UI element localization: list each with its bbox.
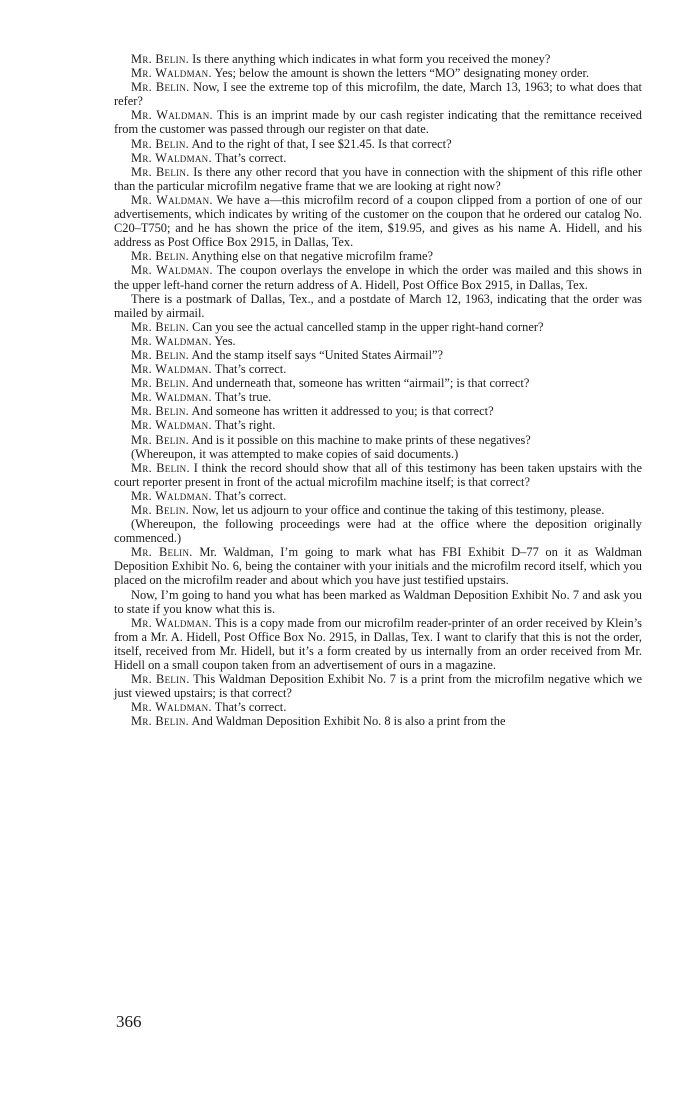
paragraph-text: (Whereupon, the following proceedings were had at the office where the deposition originally commenced.) <box>114 517 642 546</box>
testimony-paragraph <box>114 588 642 616</box>
paragraph-text: Anything else on that negative microfilm frame? <box>189 249 434 264</box>
speaker-name: Mr. Belin. <box>131 80 190 95</box>
speaker-name: Mr. Belin. <box>131 432 190 447</box>
testimony-paragraph <box>114 714 642 728</box>
testimony-paragraph <box>114 334 642 348</box>
paragraph-text: This is a copy made from our microfilm reader-printer of an order received by Klein’s from a Mr. A. Hidell, Post Office Box No. 2915, in Dallas, Tex. I want to clarify that this is not the order, itself, received from Mr. Hidell, but it’s a form created by us internally from an order received from Mr. Hidell on a small coupon taken from an advertisement of ours in a magazine. <box>114 615 642 673</box>
testimony-paragraph <box>114 404 642 418</box>
testimony-paragraph <box>114 292 642 320</box>
speaker-name: Mr. Belin. <box>131 164 190 179</box>
speaker-name: Mr. Belin. <box>131 714 190 729</box>
paragraph-text: And Waldman Deposition Exhibit No. 8 is also a print from the <box>189 714 506 729</box>
speaker-name: Mr. Waldman. <box>131 108 213 123</box>
testimony-paragraph <box>114 263 642 291</box>
paragraph-text: And someone has written it addressed to you; is that correct? <box>189 404 494 419</box>
paragraph-text: Now, I’m going to hand you what has been marked as Waldman Deposition Exhibit No. 7 and ask you to state if you know what this is. <box>114 587 642 616</box>
testimony-paragraph <box>114 108 642 136</box>
testimony-paragraph <box>114 616 642 672</box>
testimony-paragraph <box>114 66 642 80</box>
speaker-name: Mr. Waldman. <box>131 66 212 81</box>
paragraph-text: (Whereupon, it was attempted to make copies of said documents.) <box>131 446 459 461</box>
paragraph-text: That’s correct. <box>211 362 287 377</box>
testimony-paragraph <box>114 517 642 545</box>
testimony-text <box>114 52 642 729</box>
speaker-name: Mr. Waldman. <box>131 700 212 715</box>
speaker-name: Mr. Waldman. <box>131 418 212 433</box>
testimony-paragraph <box>114 489 642 503</box>
speaker-name: Mr. Waldman. <box>131 615 212 630</box>
speaker-name: Mr. Waldman. <box>131 488 212 503</box>
paragraph-text: Now, I see the extreme top of this microfilm, the date, March 13, 1963; to what does that refer? <box>114 80 642 109</box>
testimony-paragraph <box>114 80 642 108</box>
paragraph-text: That’s true. <box>211 390 272 405</box>
paragraph-text: Is there anything which indicates in what form you received the money? <box>189 52 551 66</box>
speaker-name: Mr. Belin. <box>131 376 190 391</box>
speaker-name: Mr. Belin. <box>131 404 190 419</box>
testimony-paragraph <box>114 503 642 517</box>
paragraph-text: That’s correct. <box>211 150 287 165</box>
testimony-paragraph <box>114 249 642 263</box>
paragraph-text: Yes. <box>211 333 236 348</box>
testimony-paragraph <box>114 52 642 66</box>
testimony-paragraph <box>114 193 642 249</box>
speaker-name: Mr. Waldman. <box>131 263 213 278</box>
speaker-name: Mr. Waldman. <box>131 362 212 377</box>
paragraph-text: And the stamp itself says “United States Airmail”? <box>189 347 444 362</box>
paragraph-text: Is there any other record that you have in connection with the shipment of this rifle other than the particular microfilm negative frame that we are looking at right now? <box>114 164 642 193</box>
speaker-name: Mr. Belin. <box>131 319 190 334</box>
testimony-paragraph <box>114 672 642 700</box>
testimony-paragraph <box>114 433 642 447</box>
paragraph-text: This Waldman Deposition Exhibit No. 7 is a print from the microfilm negative which we just viewed upstairs; is that correct? <box>114 672 642 701</box>
page-number: 366 <box>116 1012 142 1031</box>
paragraph-text: And is it possible on this machine to make prints of these negatives? <box>189 432 531 447</box>
testimony-paragraph <box>114 390 642 404</box>
testimony-paragraph <box>114 348 642 362</box>
testimony-paragraph <box>114 447 642 461</box>
testimony-paragraph <box>114 151 642 165</box>
paragraph-text: That’s correct. <box>211 700 287 715</box>
paragraph-text: That’s correct. <box>211 488 287 503</box>
speaker-name: Mr. Waldman. <box>131 390 212 405</box>
paragraph-text: And underneath that, someone has written “airmail”; is that correct? <box>189 376 530 391</box>
testimony-paragraph <box>114 545 642 587</box>
testimony-paragraph <box>114 376 642 390</box>
speaker-name: Mr. Waldman. <box>131 150 212 165</box>
paragraph-text: Yes; below the amount is shown the letters “MO” designating money order. <box>211 66 590 81</box>
testimony-paragraph <box>114 137 642 151</box>
paragraph-text: And to the right of that, I see $21.45. Is that correct? <box>189 136 452 151</box>
speaker-name: Mr. Waldman. <box>131 333 212 348</box>
paragraph-text: I think the record should show that all of this testimony has been taken upstairs with the court reporter present in front of the actual microfilm machine itself; is that correct? <box>114 460 642 489</box>
testimony-paragraph <box>114 461 642 489</box>
paragraph-text: This is an imprint made by our cash register indicating that the remittance received from the customer was passed through our register on that date. <box>114 108 642 137</box>
testimony-paragraph <box>114 418 642 432</box>
paragraph-text: The coupon overlays the envelope in which the order was mailed and this shows in the upper left-hand corner the return address of A. Hidell, Post Office Box 2915, in Dallas, Tex. <box>114 263 642 292</box>
testimony-paragraph <box>114 362 642 376</box>
speaker-name: Mr. Belin. <box>131 136 190 151</box>
speaker-name: Mr. Waldman. <box>131 192 213 207</box>
paragraph-text: Can you see the actual cancelled stamp in the upper right-hand corner? <box>189 319 544 334</box>
speaker-name: Mr. Belin. <box>131 460 190 475</box>
speaker-name: Mr. Belin. <box>131 249 190 264</box>
speaker-name: Mr. Belin. <box>131 503 190 517</box>
speaker-name: Mr. Belin. <box>131 672 190 687</box>
paragraph-text: That’s right. <box>211 418 276 433</box>
paragraph-text: We have a—this microfilm record of a coupon clipped from a portion of one of our advertisements, which indicates by writing of the customer on the coupon that he ordered our catalog No. C20–T750; and he has shown the price of the item, $19.95, and gives as his name A. Hidell, and his address as Post Office Box 2915, in Dallas, Tex. <box>114 192 642 250</box>
testimony-paragraph <box>114 165 642 193</box>
testimony-paragraph <box>114 320 642 334</box>
paragraph-text: Mr. Waldman, I’m going to mark what has FBI Exhibit D–77 on it as Waldman Deposition Exhibit No. 6, being the container with your initials and the microfilm record itself, which you placed on the microfilm reader and about which you have just testified upstairs. <box>114 545 642 588</box>
paragraph-text: Now, let us adjourn to your office and continue the taking of this testimony, please. <box>189 503 605 517</box>
speaker-name: Mr. Belin. <box>131 347 190 362</box>
speaker-name: Mr. Belin. <box>131 52 190 66</box>
speaker-name: Mr. Belin. <box>131 545 193 560</box>
paragraph-text: There is a postmark of Dallas, Tex., and a postdate of March 12, 1963, indicating that the order was mailed by airmail. <box>114 291 642 320</box>
testimony-paragraph <box>114 700 642 714</box>
